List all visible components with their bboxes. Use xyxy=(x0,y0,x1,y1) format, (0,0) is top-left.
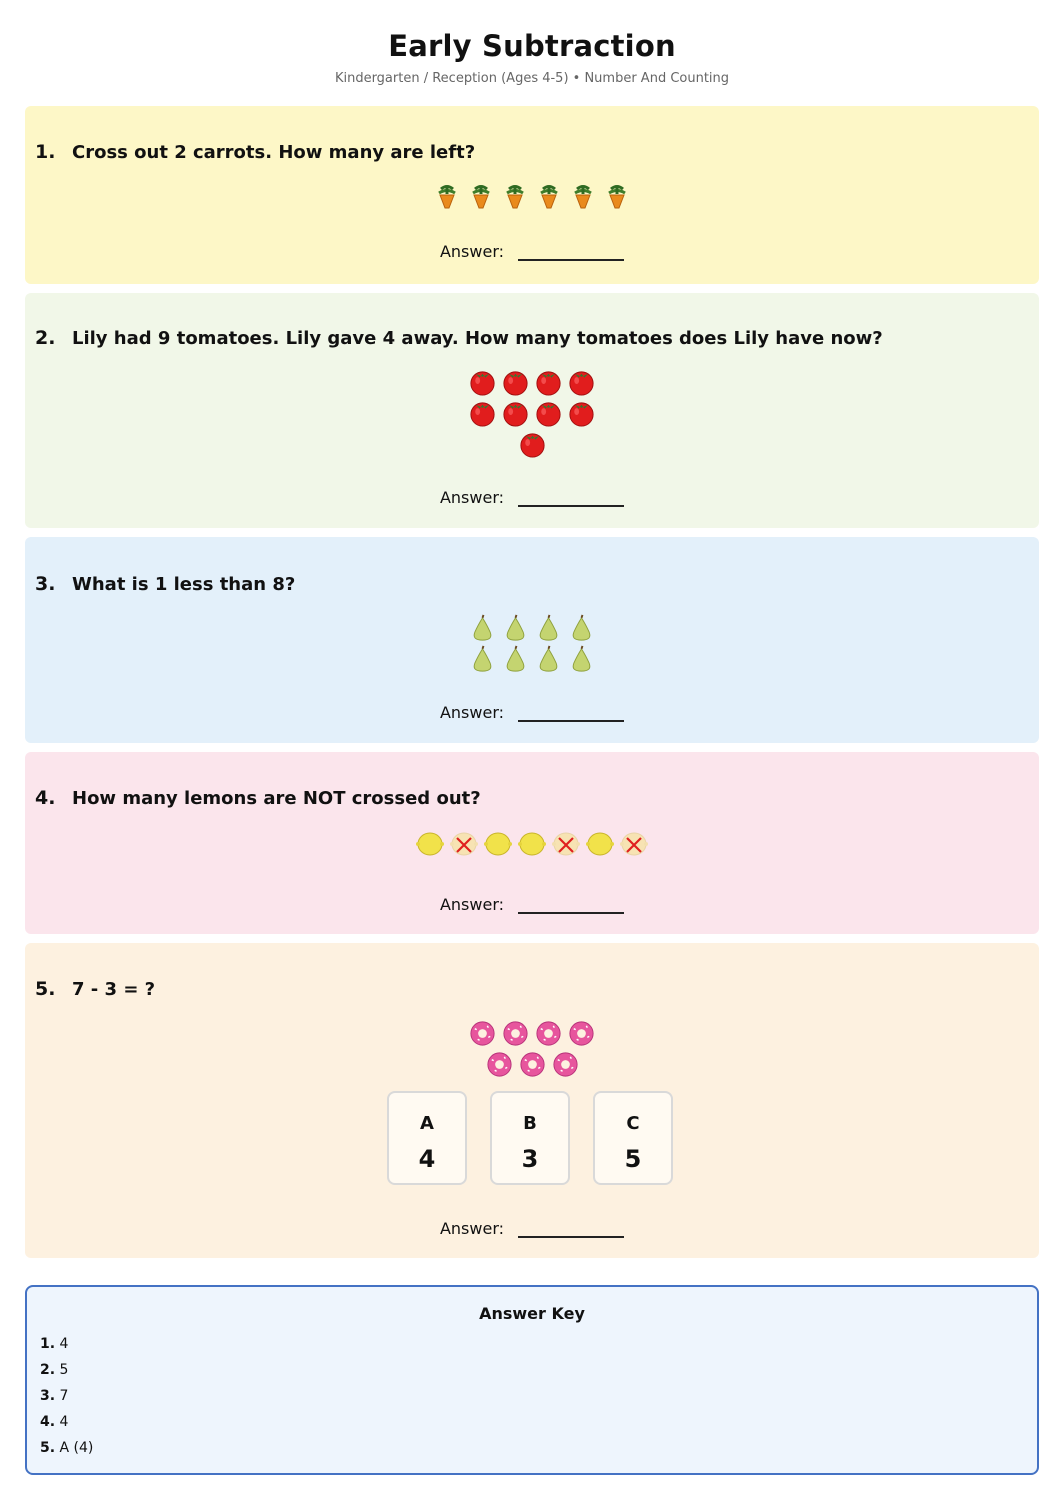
carrot-icon xyxy=(568,182,598,212)
tomato-icon xyxy=(534,368,563,397)
page-title: Early Subtraction xyxy=(388,29,676,63)
donut-icon xyxy=(551,1050,580,1079)
carrot-icon xyxy=(466,182,496,212)
question-number: 5. xyxy=(35,978,56,1000)
lemon-crossed-icon xyxy=(551,829,581,859)
question-text: How many lemons are NOT crossed out? xyxy=(72,788,481,809)
lemon-group xyxy=(25,829,1039,859)
donut-icon xyxy=(518,1050,547,1079)
answer-key-list xyxy=(40,1335,93,1465)
pear-icon xyxy=(468,614,497,643)
donut-icon xyxy=(485,1050,514,1079)
donut-icon xyxy=(468,1019,497,1048)
pear-icon xyxy=(534,645,563,674)
answer-row xyxy=(25,893,1039,915)
choice-b[interactable] xyxy=(490,1091,570,1185)
answer-key xyxy=(25,1285,1039,1475)
lemon-icon xyxy=(585,829,615,859)
choice-c[interactable] xyxy=(593,1091,673,1185)
donut-icon xyxy=(534,1019,563,1048)
answer-key-item xyxy=(40,1361,93,1387)
carrot-icon xyxy=(500,182,530,212)
question-number: 2. xyxy=(35,327,56,349)
tomato-icon xyxy=(567,368,596,397)
question-2-heading xyxy=(35,326,883,351)
tomato-icon xyxy=(501,368,530,397)
key-number: 4. xyxy=(40,1414,56,1430)
pear-icon xyxy=(501,614,530,643)
question-number: 3. xyxy=(35,573,56,595)
question-2-card xyxy=(25,293,1039,528)
lemon-icon xyxy=(483,829,513,859)
donut-group xyxy=(25,1019,1039,1081)
key-answer: 4 xyxy=(59,1414,69,1430)
question-text: Lily had 9 tomatoes. Lily gave 4 away. How many tomatoes does Lily have now? xyxy=(72,328,883,349)
answer-row xyxy=(25,1217,1039,1239)
answer-key-title: Answer Key xyxy=(479,1304,585,1323)
question-number: 4. xyxy=(35,787,56,809)
tomato-icon xyxy=(518,430,547,459)
lemon-icon xyxy=(517,829,547,859)
donut-icon xyxy=(567,1019,596,1048)
answer-row xyxy=(25,701,1039,723)
question-3-heading xyxy=(35,572,295,597)
answer-label: Answer: xyxy=(439,1219,505,1238)
key-number: 1. xyxy=(40,1336,56,1352)
question-1-card xyxy=(25,106,1039,284)
lemon-crossed-icon xyxy=(449,829,479,859)
picture-row xyxy=(25,614,1039,643)
choice-letter: C xyxy=(626,1113,640,1134)
choice-value: 4 xyxy=(418,1145,436,1173)
picture-row xyxy=(25,1019,1039,1048)
lemon-icon xyxy=(415,829,445,859)
tomato-icon xyxy=(468,399,497,428)
picture-row xyxy=(25,1050,1039,1079)
tomato-icon xyxy=(501,399,530,428)
pear-icon xyxy=(501,645,530,674)
key-number: 2. xyxy=(40,1362,56,1378)
carrot-icon xyxy=(602,182,632,212)
carrot-icon xyxy=(534,182,564,212)
question-3-card xyxy=(25,537,1039,743)
question-text: 7 - 3 = ? xyxy=(72,979,156,1000)
choice-value: 3 xyxy=(521,1145,539,1173)
choice-letter: A xyxy=(420,1113,434,1134)
question-1-heading xyxy=(35,140,475,165)
question-5-heading xyxy=(35,977,155,1002)
answer-row xyxy=(25,240,1039,262)
question-4-heading xyxy=(35,786,481,811)
tomato-icon xyxy=(534,399,563,428)
question-text: What is 1 less than 8? xyxy=(72,574,296,595)
picture-row xyxy=(25,430,1039,459)
answer-label: Answer: xyxy=(439,242,505,261)
pear-icon xyxy=(567,645,596,674)
answer-key-item xyxy=(40,1439,93,1465)
key-answer: 5 xyxy=(59,1362,69,1378)
pear-group xyxy=(25,614,1039,676)
key-answer: A (4) xyxy=(59,1440,94,1456)
answer-blank[interactable] xyxy=(518,505,624,507)
carrot-icon xyxy=(432,182,462,212)
answer-label: Answer: xyxy=(439,488,505,507)
picture-row xyxy=(25,368,1039,397)
answer-key-item xyxy=(40,1387,93,1413)
picture-row xyxy=(25,645,1039,674)
answer-label: Answer: xyxy=(439,895,505,914)
key-answer: 4 xyxy=(59,1336,69,1352)
page-subtitle: Kindergarten / Reception (Ages 4-5) • Number And Counting xyxy=(334,71,730,86)
tomato-icon xyxy=(567,399,596,428)
key-number: 3. xyxy=(40,1388,56,1404)
donut-icon xyxy=(501,1019,530,1048)
question-5-card xyxy=(25,943,1039,1258)
answer-label: Answer: xyxy=(439,703,505,722)
pear-icon xyxy=(534,614,563,643)
tomato-icon xyxy=(468,368,497,397)
answer-blank[interactable] xyxy=(518,259,624,261)
question-number: 1. xyxy=(35,141,56,163)
pear-icon xyxy=(468,645,497,674)
key-number: 5. xyxy=(40,1440,56,1456)
question-4-card xyxy=(25,752,1039,934)
answer-blank[interactable] xyxy=(518,1236,624,1238)
question-text: Cross out 2 carrots. How many are left? xyxy=(72,142,476,163)
carrot-group xyxy=(25,182,1039,212)
choice-letter: B xyxy=(523,1113,537,1134)
pear-icon xyxy=(567,614,596,643)
tomato-group xyxy=(25,368,1039,461)
answer-row xyxy=(25,486,1039,508)
answer-key-item xyxy=(40,1335,93,1361)
lemon-crossed-icon xyxy=(619,829,649,859)
key-answer: 7 xyxy=(59,1388,69,1404)
choice-a[interactable] xyxy=(387,1091,467,1185)
answer-blank[interactable] xyxy=(518,720,624,722)
answer-blank[interactable] xyxy=(518,912,624,914)
choice-value: 5 xyxy=(624,1145,642,1173)
answer-key-item xyxy=(40,1413,93,1439)
picture-row xyxy=(25,399,1039,428)
